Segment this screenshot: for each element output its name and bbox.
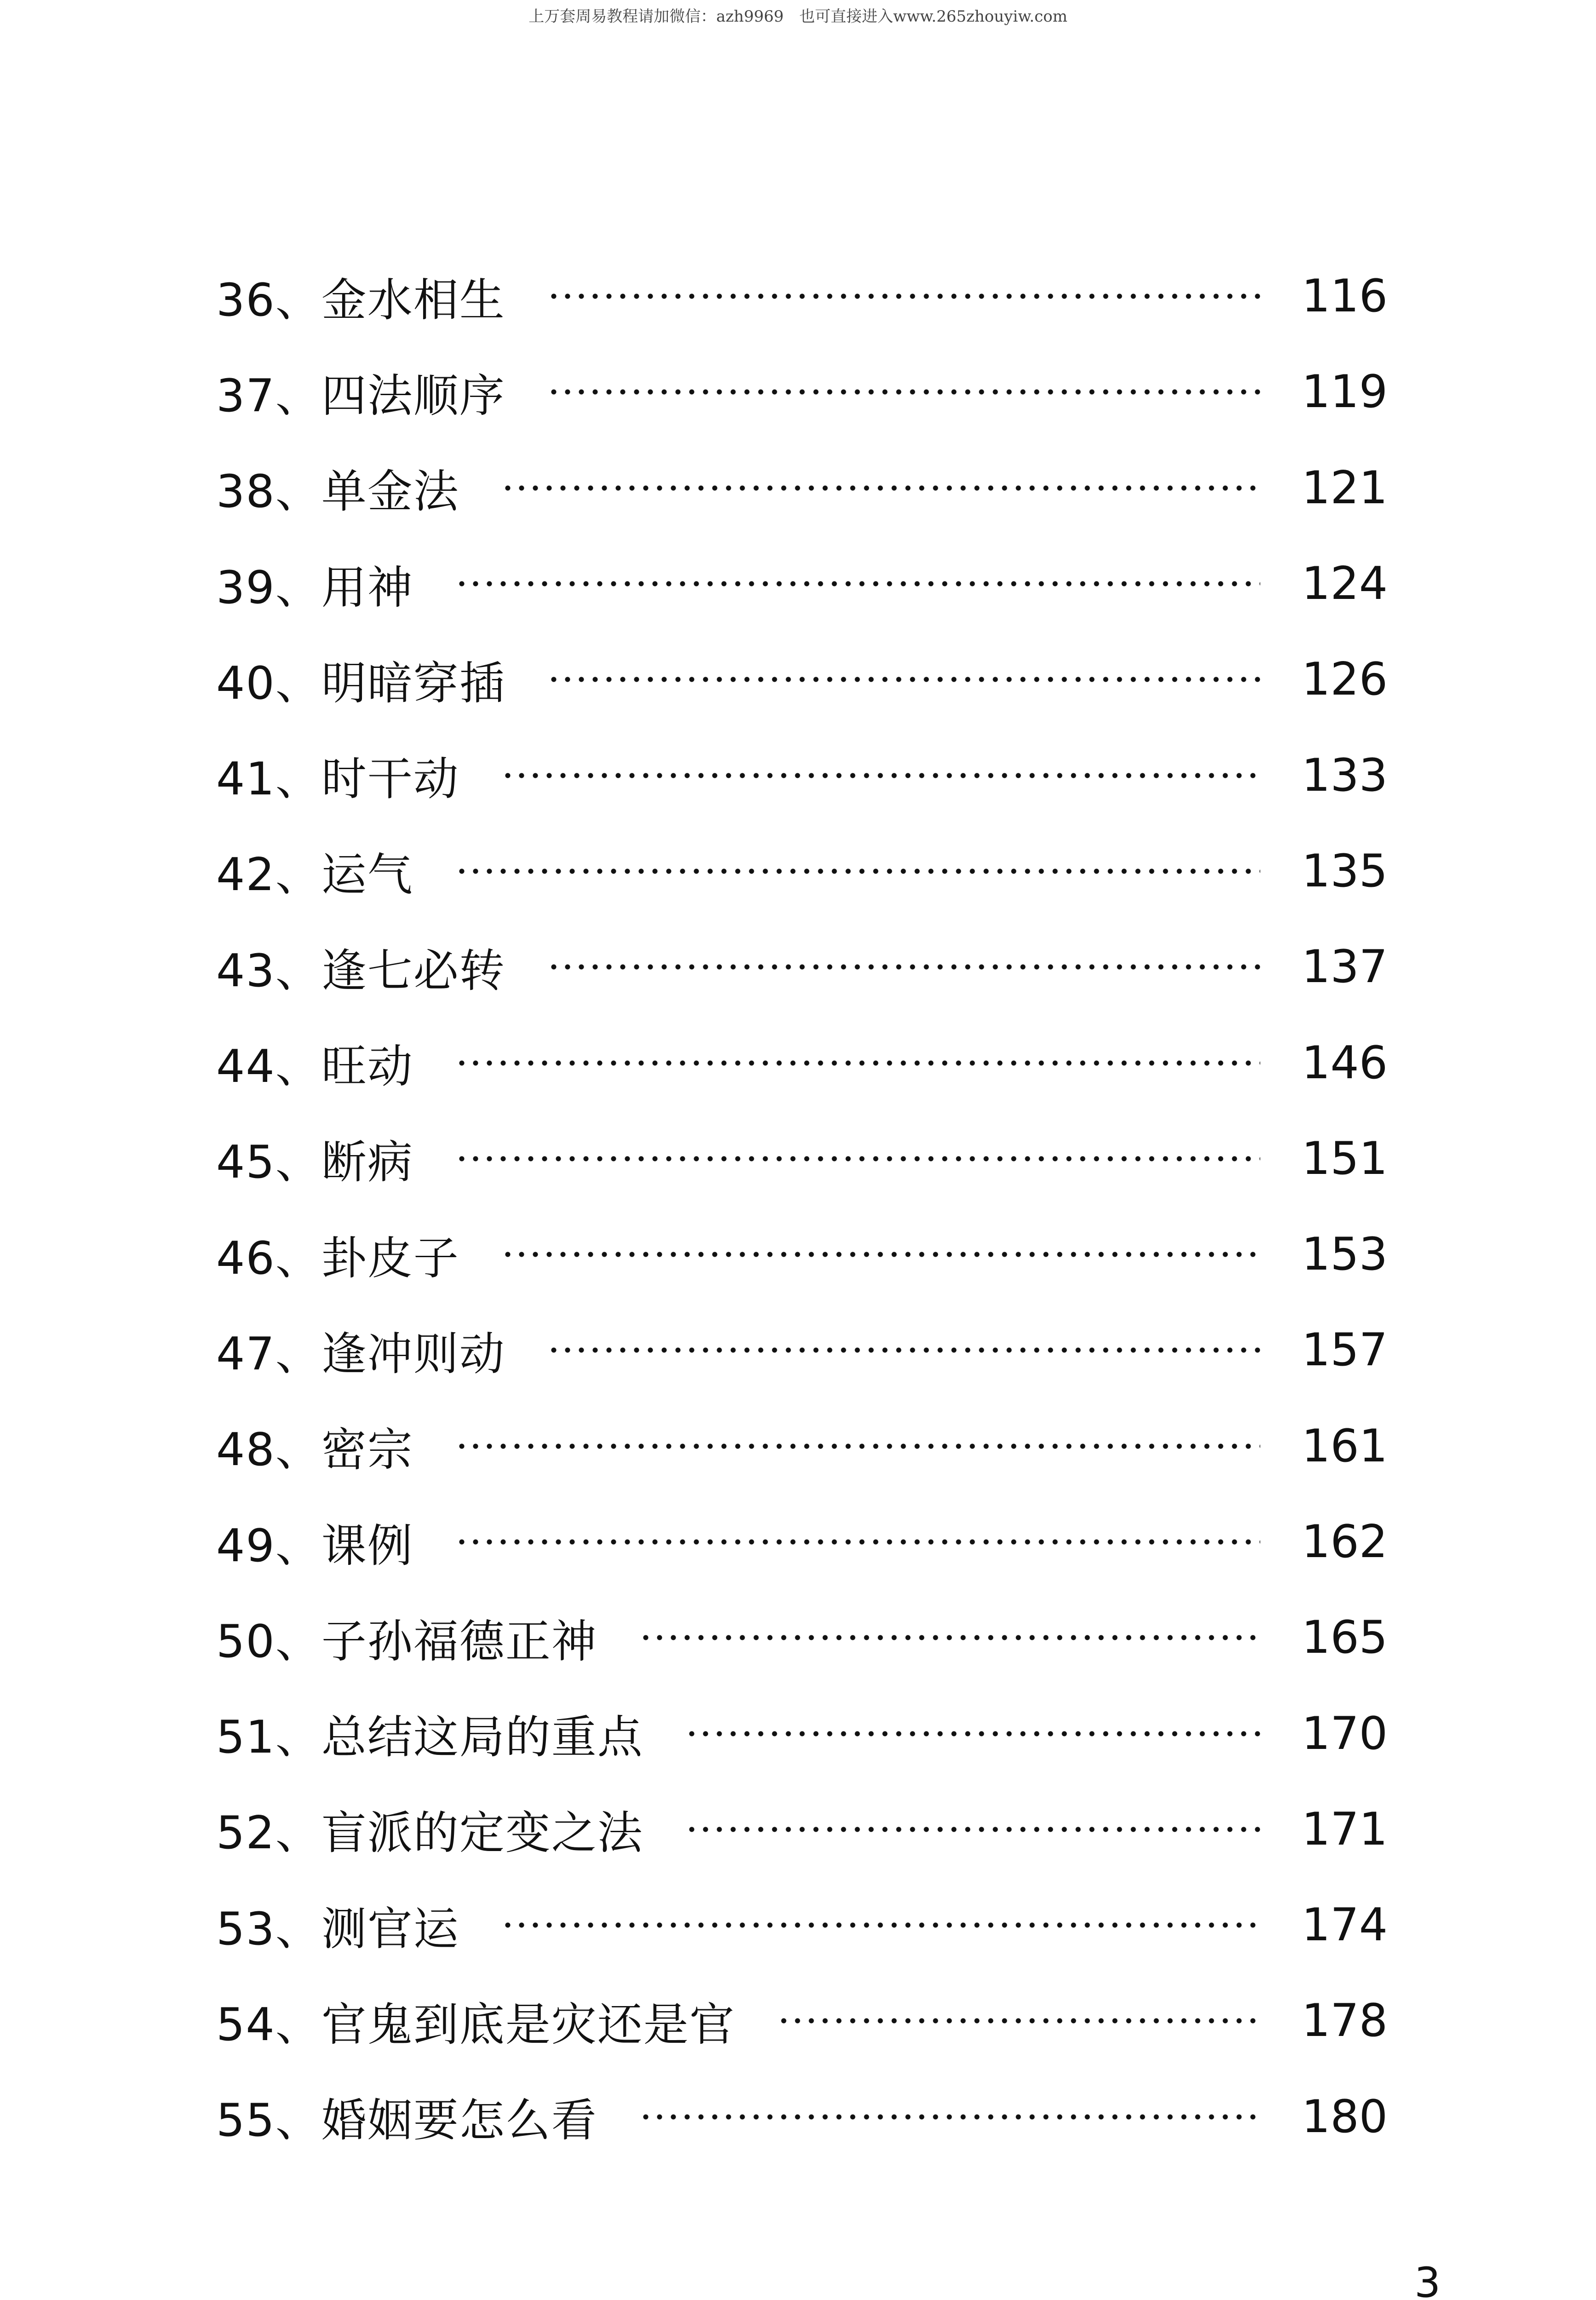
table-of-contents [216, 248, 1394, 2165]
toc-entry-page: 126 [1302, 653, 1388, 706]
toc-entry-page: 119 [1302, 366, 1388, 419]
toc-entry-title: 37、四法顺序 [216, 369, 505, 422]
toc-entry [216, 536, 1394, 632]
toc-entry [216, 1590, 1394, 1685]
toc-entry-title: 54、官鬼到底是灾还是官 [216, 1998, 735, 2051]
toc-dot-leader [455, 1539, 1260, 1545]
toc-entry [216, 248, 1394, 344]
toc-dot-leader [455, 581, 1260, 587]
toc-dot-leader [501, 485, 1260, 491]
toc-dot-leader [685, 1731, 1260, 1737]
page-number: 3 [1414, 2259, 1441, 2300]
toc-entry [216, 1973, 1394, 2069]
toc-entry [216, 1398, 1394, 1494]
toc-dot-leader [547, 293, 1260, 299]
toc-entry-title: 43、逢七必转 [216, 944, 505, 997]
toc-dot-leader [777, 2018, 1260, 2024]
toc-dot-leader [547, 964, 1260, 970]
toc-entry [216, 919, 1394, 1015]
toc-entry [216, 1302, 1394, 1398]
toc-entry [216, 1494, 1394, 1590]
toc-dot-leader [455, 1443, 1260, 1449]
toc-entry-title: 48、密宗 [216, 1424, 413, 1477]
toc-entry-title: 38、单金法 [216, 466, 459, 518]
toc-entry [216, 440, 1394, 536]
toc-entry-title: 51、总结这局的重点 [216, 1711, 643, 1764]
toc-entry-page: 137 [1302, 941, 1388, 994]
toc-dot-leader [639, 1634, 1260, 1641]
toc-entry-page: 178 [1302, 1995, 1388, 2047]
toc-dot-leader [501, 1922, 1260, 1928]
toc-entry [216, 1782, 1394, 1877]
toc-entry-title: 52、盲派的定变之法 [216, 1807, 643, 1860]
toc-entry [216, 632, 1394, 727]
toc-entry-title: 39、用神 [216, 561, 413, 614]
toc-dot-leader [501, 772, 1260, 779]
toc-entry-page: 180 [1302, 2090, 1388, 2143]
toc-dot-leader [547, 676, 1260, 683]
toc-dot-leader [455, 868, 1260, 874]
toc-entry [216, 727, 1394, 823]
toc-entry-title: 46、卦皮子 [216, 1232, 459, 1285]
toc-dot-leader [639, 2114, 1260, 2120]
toc-dot-leader [547, 1347, 1260, 1353]
toc-dot-leader [455, 1060, 1260, 1066]
toc-entry-page: 170 [1302, 1707, 1388, 1760]
toc-entry [216, 1015, 1394, 1110]
toc-entry-title: 45、断病 [216, 1136, 413, 1189]
toc-entry-title: 42、运气 [216, 849, 413, 902]
toc-entry-title: 53、测官运 [216, 1903, 459, 1955]
toc-entry-title: 41、时干动 [216, 753, 459, 806]
toc-entry-page: 171 [1302, 1803, 1388, 1856]
toc-entry-title: 36、金水相生 [216, 274, 505, 327]
toc-dot-leader [455, 1156, 1260, 1162]
toc-entry-page: 162 [1302, 1516, 1388, 1568]
toc-entry-title: 49、课例 [216, 1519, 413, 1572]
toc-entry [216, 344, 1394, 440]
toc-entry-title: 40、明暗穿插 [216, 657, 505, 710]
watermark-text: 上万套周易教程请加微信：azh9969 也可直接进入www.265zhouyiw.com [528, 7, 1068, 26]
toc-entry-page: 174 [1302, 1899, 1388, 1952]
toc-entry-page: 133 [1302, 749, 1388, 802]
toc-entry-page: 135 [1302, 845, 1388, 897]
toc-entry-page: 165 [1302, 1611, 1388, 1664]
toc-entry [216, 1877, 1394, 1973]
toc-entry [216, 823, 1394, 919]
toc-entry [216, 1111, 1394, 1207]
toc-entry-page: 121 [1302, 461, 1388, 514]
toc-entry-page: 116 [1302, 270, 1388, 323]
toc-entry-page: 157 [1302, 1324, 1388, 1377]
toc-entry-page: 151 [1302, 1132, 1388, 1185]
toc-entry-page: 161 [1302, 1420, 1388, 1472]
toc-entry-title: 47、逢冲则动 [216, 1328, 505, 1380]
toc-dot-leader [547, 389, 1260, 395]
toc-entry-title: 44、旺动 [216, 1041, 413, 1093]
toc-entry-page: 146 [1302, 1036, 1388, 1089]
toc-dot-leader [685, 1826, 1260, 1833]
toc-entry [216, 1685, 1394, 1781]
toc-entry [216, 1207, 1394, 1302]
toc-entry [216, 2069, 1394, 2165]
toc-entry-page: 124 [1302, 558, 1388, 610]
toc-entry-title: 50、子孙福德正神 [216, 1615, 597, 1668]
toc-dot-leader [501, 1251, 1260, 1258]
toc-entry-page: 153 [1302, 1228, 1388, 1281]
toc-entry-title: 55、婚姻要怎么看 [216, 2094, 597, 2147]
